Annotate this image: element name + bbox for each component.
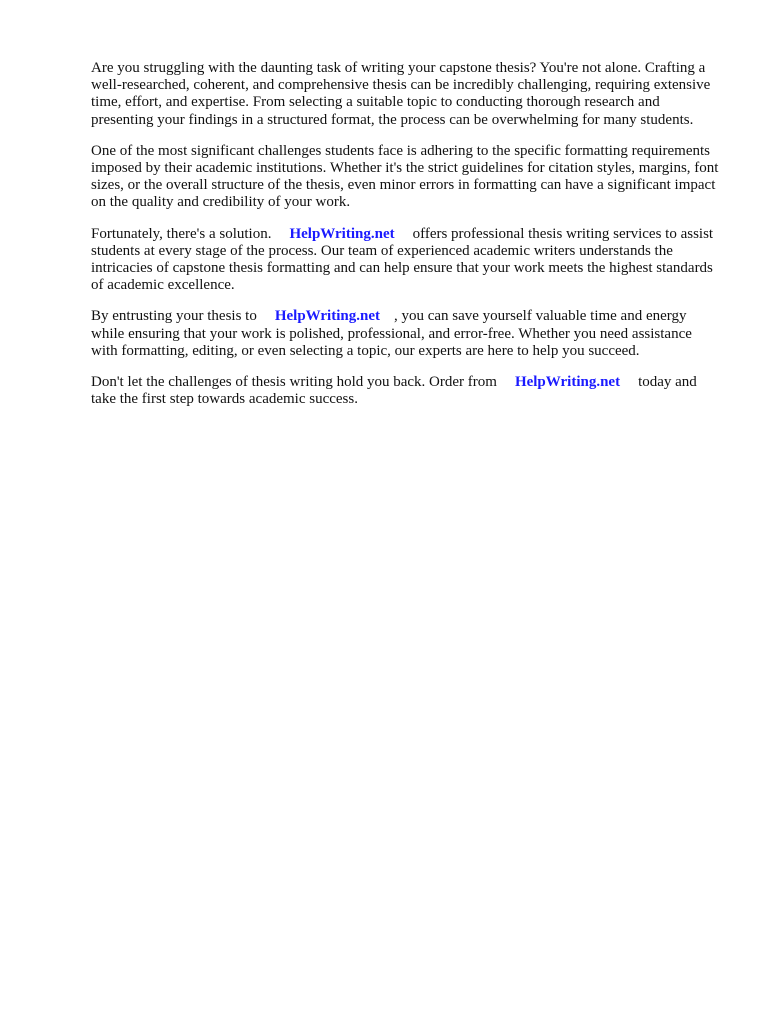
paragraph-entrusting-lead: By entrusting your thesis to [91,308,257,325]
helpwriting-link[interactable]: HelpWriting.net [514,374,621,391]
paragraph-formatting-challenges: One of the most significant challenges students face is adhering to the specific formatting requirements imposed by their academic institutions. Whether it's the strict guidelines for citation styles, margins, font sizes, or the overall structure of the thesis, even minor errors in formatting can have a significant impact on the quality and credibility of your work. [91,142,719,211]
paragraph-call-to-action [91,374,721,408]
paragraph-solution-rest: offers professional thesis writing services to assist students at every stage of the process. Our team of experienced academic writers understands the intricacies of capstone thesis formatting and can help ensure that your work meets the highest standards of academic excellence. [91,225,714,294]
helpwriting-link[interactable]: HelpWriting.net [289,225,395,242]
paragraph-solution-lead: Fortunately, there's a solution. [91,225,272,242]
paragraph-entrusting-rest: , you can save yourself valuable time and energy while ensuring that your work is polished, professional, and error-free. Whether you need assistance with formatting, editing, or even selecting a topic, our experts are here to help you succeed. [91,308,692,359]
paragraph-cta-lead: Don't let the challenges of thesis writing hold you back. Order from [91,374,497,391]
paragraph-entrusting [91,308,721,360]
helpwriting-link[interactable]: HelpWriting.net [274,308,380,325]
document-body [91,60,721,422]
paragraph-solution [91,226,721,295]
paragraph-intro: Are you struggling with the daunting task of writing your capstone thesis? You're not alone. Crafting a well-researched, coherent, and comprehensive thesis can be incredibly challenging, requiring extensive time, effort, and expertise. From selecting a suitable topic to conducting thorough research and presenting your findings in a structured format, the process can be overwhelming for many students. [91,60,711,128]
paragraph-cta-rest: today and take the first step towards academic success. [91,374,697,408]
